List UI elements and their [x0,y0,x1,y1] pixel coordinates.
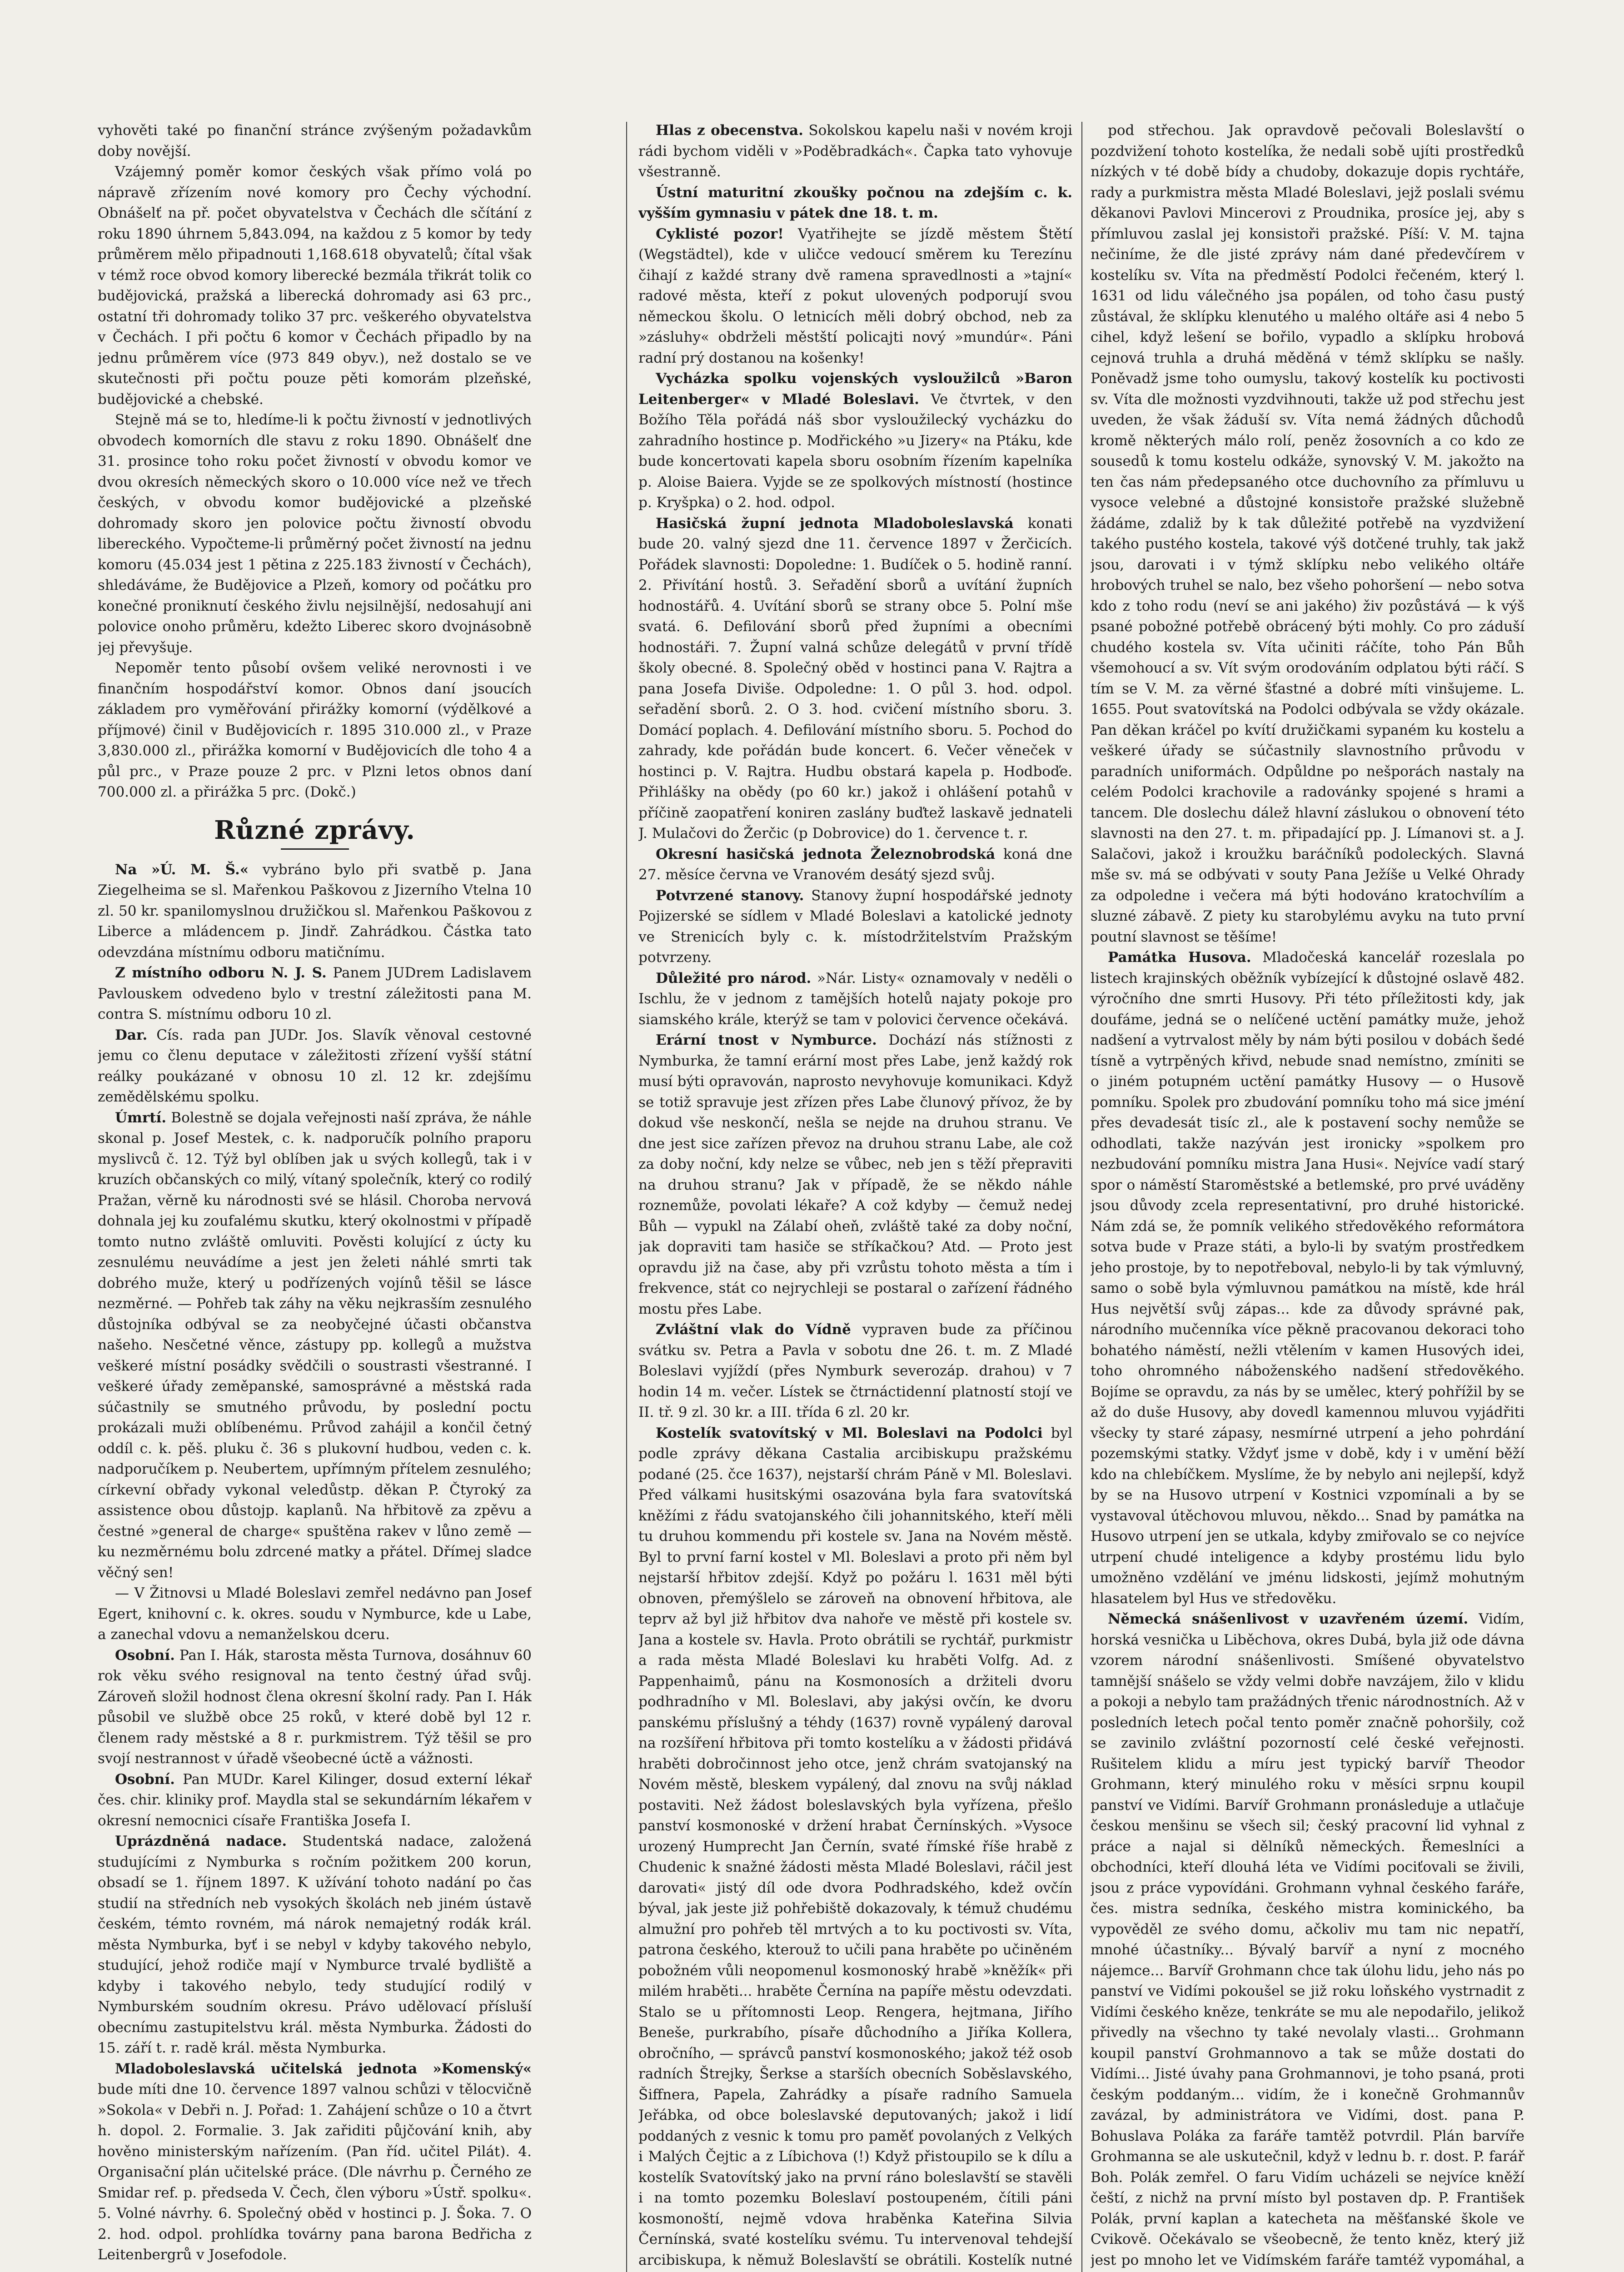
section-title-rule [281,848,349,850]
article-text: Pan MUDr. Karel Kilinger, dosud externí lékař čes. chir. kliniky prof. Maydla stal se sekundárním lékařem v okresní nemocnici císaře Františka Josefa I. [98,1771,532,1829]
article-paragraph [638,369,1072,513]
article-paragraph [98,1108,532,1584]
column-2-body [638,120,1072,2272]
article-paragraph [638,1320,1072,1423]
article-paragraph [1091,120,1524,947]
article-paragraph [638,1423,1072,2272]
article-heading: Ústní maturitní zkoušky počnou na zdejším c. k. vyšším gymnasiu v pátek dne 18. t. m. [638,184,1072,221]
article-heading: Na »Ú. M. Š.« [115,861,249,878]
article-paragraph [98,1831,532,2059]
article-paragraph [638,183,1072,224]
article-heading: Erární tnost v Nymburce. [656,1032,877,1048]
article-text: Stanovy župní hospodářské jednoty Pojizerské se sídlem v Mladé Boleslavi a katolické jednoty ve Strenicích byly c. k. místodržitelstvím Pražským potvrzeny. [638,887,1072,966]
article-text: Vzájemný poměr komor českých však přímo volá po nápravě zřízením nové komory pro Čechy východní. Obnášelť na př. počet obyvatelstva v Čechách dle sčítání z roku 1890 úhrnem 5,843.094, na každou z 5 komor by tedy průměrem mělo připadnouti 1,168.618 obyvatelů; čítal však v témž roce obvod komory liberecké bezmála třikrát tolik co budějovická, pražská a liberecká dohromady asi 63 prc., ostatní tři dohromady toliko 37 prc. veškerého obyvatelstva v Čechách. I při počtu 6 komor v Čechách připadlo by na jednu průměrem více (973 849 obyv.), než dostalo se ve skutečnosti při počtu pouze pěti komorám plzeňské, budějovické a chebské. [98,164,532,408]
section-title: Různé zprávy. [214,815,415,845]
column-divider [1081,122,1082,2272]
article-heading: Zvláštní vlak do Vídně [656,1321,851,1338]
article-text: byl podle zprávy děkana Castalia arcibiskupu pražskému podané (25. čce 1637), nejstarší chrám Páně v Ml. Boleslavi. Před válkami husitskými osazována byla fara svatovítská kněžími z řádu svatojanského čili johannitského, kteří měli tu druhou kommendu při kostele sv. Jana na Novém městě. Byl to první farní kostel v Ml. Boleslavi a proto při něm byl nejstarší hřbitov zdejší. Když po požáru l. 1631 měl býti obnoven, přemýšlelo se zároveň na obnovení hřbitova, ale teprv až byl již hřbitov dva nahoře ve městě při kostele sv. Jana a kostele sv. Havla. Proto obrátili se rychtář, purkmistr a rada města Mladé Boleslavi ku hraběti Volfg. Ad. z Pappenhaimů, pánu na Kosmonosích a držiteli dvoru podhradního v Ml. Boleslavi, aby jakýsi ovčín, ke dvoru panskému příslušný a téhdy (1637) rovně vypálený daroval na rozšíření hřbitova při tomto kostelíku a v žádosti přidává hraběti dobročinnost jeho otce, jenž chrám svatojanský na Novém městě, bleskem vypálený, dal znovu na svůj náklad postaviti. Než žádost boleslavských byla vyřízena, přešlo panství kosmonoské v držení hrabat Černínských. »Vysoce urozený Humprecht Jan Černín, svaté římské říše hrabě z Chudenic k snažné žádosti města Mladé Boleslavi, ráčil jest darovati« jistý díl ode dvora Podhradského, kdež ovčín býval, jak jeste již pohřebiště dokazovaly, k témuž chudému almužní pro pohřeb těl mrtvých a to ku poctivosti sv. Víta, patrona českého, kterouž to učili pana hraběte po učiněném pobožném vůli neopomenul kosmonoský hrabě »kněžík« při milém hraběti... hraběte Černína na papíře městu odevzdati. Stalo se u přítomnosti Leop. Rengera, hejtmana, Jiřího Beneše, purkrabího, písaře důchodního a Jiříka Kollera, obročního, — správců panství kosmonoského; jakož též osob radních Štrejky, Šerkse a starších obecních Soběslavského, Šiffnera, Papela, Zahrádky a písaře radního Samuela Jeřábka, od obce boleslavské deputovaných; jakož i lidí poddaných z vesnic k tomu pro paměť povolaných z Velkých i Malých Čejtic a z Líbichova (!) Když přistoupilo se k dílu a kostelík Svatovítský jako na první ráno boleslavští se stavěli i na tomto pozemku Boleslaví postoupeném, čítili páni kosmonoští, nejmě vdova hraběnka Kateřina Silvia Černínská, svaté kostelíku svému. Tu intervenoval tehdejší arcibiskupa, k němuž Boleslavští se obrátili. Kostelík nutné [638,1425,1072,2268]
article-paragraph [638,513,1072,844]
article-paragraph [98,860,532,963]
article-text: Pan I. Hák, starosta města Turnova, dosáhnuv 60 rok věku svého resignoval na tento čestný úřad svůj. Zároveň složil hodnost člena okresní školní rady. Pan I. Hák působil ve službě obce 25 roků, v které době byl 12 r. členem rady městské a 8 r. purkmistrem. Týž těšil se pro svojí nestrannost v úřadě všeobecné úctě a vážnosti. [98,1647,532,1767]
article-text: Studentská nadace, založená studujícími z Nymburka s ročním požitkem 200 korun, obsadí se 1. říjnem 1897. K užívání tohoto nadání po čas studií na středních neb vysokých školách neb jiném ústavě českém, témto rovném, má nárok nemajetný rodák král. města Nymburka, byť i se nebyl v kdyby takového nebylo, studující, jehož rodiče mají v Nymburce trvalé bydliště a kdyby i takového nebylo, tedy studující rodilý v Nymburském soudním okresu. Právo udělovací přísluší obecnímu zastupitelstvu král. města Nymburka. Žádosti do 15. září t. r. radě král. města Nymburka. [98,1833,532,2056]
article-text: Nepoměr tento působí ovšem veliké nerovnosti i ve finančním hospodářství komor. Obnos daní jsoucích základem pro vyměřování přirážky komorní (výdělkové a příjmové) činil v Budějovicích r. 1895 310.000 zl., v Praze 3,830.000 zl., přirážka komorní v Budějovicích dle toho 4 a půl prc., v Praze pouze 2 prc. v Plzni letos obnos daní 700.000 zl. a přirážka 5 prc. (Dokč.) [98,660,532,800]
article-heading: Hasičská župní jednota Mladoboleslavská [656,515,1014,532]
article-text: bude míti dne 10. července 1897 valnou schůzi v tělocvičně »Sokola« v Debři n. J. Pořad: 1. Zahájení schůze o 10 a čtvrt h. dopol. 2. Formalie. 3. Jak zařiditi půjčování knih, aby hověno ministerským nařízením. (Pan říd. učitel Pilát). 4. Organisační plán učitelské práce. (Dle návrhu p. Černého ze Smidar ref. p. předseda V. Čech, člen výboru »Ústř. spolku«. 5. Volné návrhy. 6. Společný oběd v hostinci p. J. Šoka. 7. O 2. hod. odpol. prohlídka továrny pana barona Bedřicha z Leitenbergrů v Josefodole. [98,2081,532,2263]
article-text: Sokolskou kapelu naši v novém kroji rádi bychom viděli v »Poděbradkách«. Čapka tato vyhovuje všestranně. [638,122,1072,180]
article-heading: Německá snášenlivost v uzavřeném území. [1108,1611,1469,1627]
article-paragraph [638,968,1072,1031]
article-text: Cís. rada pan JUDr. Jos. Slavík věnoval cestovné jemu co členu deputace v záležitosti zřízení vyšší státní reálky poukázané v obnosu 10 zl. 12 kr. zdejšímu zemědělskému spolku. [98,1026,532,1105]
article-paragraph [638,1030,1072,1320]
article-heading: Kostelík svatovítský v Ml. Boleslavi na Podolci [656,1425,1043,1441]
article-text: vypraven bude za příčinou svátku sv. Petra a Pavla v sobotu dne 26. t. m. Z Mladé Boleslavi vyjíždí (přes Nymburk severozáp. drahou) v 7 hodin 14 m. večer. Lístek se čtrnáctidenní platností stojí ve II. tř. 9 zl. 30 kr. a III. třída 6 zl. 20 kr. [638,1321,1072,1420]
article-heading: Památka Husova. [1108,949,1251,966]
article-text: Stejně má se to, hledíme-li k počtu živností v jednotlivých obvodech komorních dle stavu z roku 1890. Obnášelť dne 31. prosince toho roku počet živností v obvodu komor ve dvou okresích německých skoro o 10.000 více než ve třech českých, v obvodu komor budějovické a plzeňské dohromady skoro jen polovice počtu živností obvodu libereckého. Vypočteme-li průměrný počet živností na jednu komoru (45.034 jest 1 pětina z 225.183 živností v Čechách), shledáváme, že Budějovice a Plzeň, komory od počátku pro konečné proniknutí českého živlu nejsilnější, nedosahují ani polovice onoho průměru, kdežto Liberec skoro dvojnásobně jej převyšuje. [98,412,532,656]
article-heading: Uprázdněná nadace. [115,1833,287,1849]
article-text: Panem JUDrem Ladislavem Pavlouskem odvedeno bylo v trestní záležitosti pana M. contra S. místnímu odboru 10 zl. [98,965,532,1022]
article-text: Ve čtvrtek, v den Božího Těla pořádá náš sbor vysloužilecký vycházku do zahradního hostince p. Modřického »u Jizery« na Ptáku, kde bude koncertovati kapela sboru osobním řízením kapelníka p. Aloise Baiera. Vyjde se ze spolkových místností (hostince p. Kryšpka) o 2. hod. odpol. [638,391,1072,511]
column-1-intro [98,120,532,803]
article-paragraph [98,1769,532,1832]
article-heading: Hlas z obecenstva. [656,122,803,139]
article-text: koná dne 27. měsíce června ve Vranovém desátý sjezd svůj. [638,846,1072,883]
column-1 [98,120,532,2272]
article-heading: Z místního odboru N. J. S. [115,965,327,981]
column-3-body [1091,120,1524,2272]
article-text: vyhověti také po finanční stránce zvýšeným požadavkům doby novější. [98,122,532,159]
article-paragraph [1091,947,1524,1609]
article-text: Dochází nás stížnosti z Nymburka, že tamní erární most přes Labe, jenž každý rok musí býti opravován, naprosto nevyhovuje komunikaci. Když se totiž spravuje jest zřízen přes Labe člunový přívoz, že by dokud vše neskončí, nešla se nejde na druhou stranu. Ve dne jest sice zařízen převoz na druhou stranu Labe, ale což za doby noční, kdy nelze se vůbec, neb jen s těží přepraviti na druhou stranu? Jak v případě, že se někdo náhle roznemůže, povolati lékaře? A což kdyby — čemuž nedej Bůh — vypukl na Zálabí oheň, zvláště také za doby noční, jak dopraviti tam hasiče se stříkačkou? Atd. — Proto jest opravdu již na čase, aby při vzrůstu tohoto města a tím i frekvence, stát co nejrychleji se postaral o zařízení řádného mostu přes Labe. [638,1032,1072,1317]
article-paragraph [98,162,532,410]
article-paragraph [98,120,532,162]
article-paragraph [98,1583,532,1645]
article-heading: Osobní. [115,1771,175,1788]
article-paragraph [98,1645,532,1769]
article-text: Bolestně se dojala veřejnosti naší zpráva, že náhle skonal p. Josef Mestek, c. k. nadporučík polního praporu myslivců č. 12. Týž byl oblíben jak u svých kollegů, tak i v kruzích občanských co milý, vítaný společník, který co rodilý Pražan, věrně ku národnosti své se hlásil. Choroba nervová dohnala jej ku zoufalému skutku, který okolnostmi v případě tomto nutno zvláště omluviti. Pověsti kolující z úcty ku zesnulému neuvádíme a jest jen želeti náhlé smrti tak dobrého muže, který u podřízených vojínů těšil se lásce nezměrné. — Pohřeb tak záhy na věku nejkrasším zesnulého důstojníka odbýval se za neobyčejné účasti občanstva našeho. Nesčetné věnce, zástupy pp. kollegů a mužstva veškeré místní posádky svědčili o soustrasti všestranné. I veškeré úřady zeměpanské, samosprávné a městská rada súčastnily se smutného průvodu, by poslední poctu prokázali muži oblíbenému. Průvod zahájil a končil četný oddíl c. k. pěš. pluku č. 36 s plukovní hudbou, veden c. k. nadporučíkem p. Neubertem, upřímným přítelem zesnulého; církevní obřady vykonal veledůstp. děkan P. Čtyroký za assistence obou důstojp. kaplanů. Na hřbitově za zpěvu a čestné »general de charge« spuštěna rakev v lůno země — ku nezměrnému bolu zdrcené matky a přátel. Dřímej sladce věčný sen! [98,1109,532,1581]
article-text: vybráno bylo při svatbě p. Jana Ziegelheima se sl. Mařenkou Paškovou z Jizerního Vtelna 10 zl. 50 kr. spanilomyslnou družičkou sl. Mařenkou Paškovou z Liberce a mládencem p. Jindř. Zahrádkou. Částka tato odevzdána místnímu odboru matičnímu. [98,861,532,961]
article-heading: Okresní hasičská jednota Železnobrodská [656,846,996,862]
article-heading: Vycházka spolku vojenských vysloužilců »Baron Leitenberger« v Mladé Boleslavi. [638,370,1072,408]
article-text: Vidím, horská vesnička u Liběchova, okres Dubá, byla již ode dávna vzorem národní snášenlivosti. Smíšené obyvatelstvo tamnější snášelo se vždy velmi dobře navzájem, žilo v klidu a pokoji a nebylo tam pražádných třenic národnostních. Až v posledních letech počal tento poměr značně pohoršily, což se zavinilo zvláštní pozorností celé české veřejnosti. Rušitelem klidu a míru jest typický barvíř Theodor Grohmann, který minulého roku v měsíci srpnu koupil panství ve Vidími. Barvíř Grohmann pronásleduje a utlačuje českou menšinu se všech sil; český pracovní lid vyhnal z práce a najal si dělníků německých. Řemeslníci a obchodníci, kteří dlouhá léta ve Vidími pociťovali se živili, jsou z práce vypovídáni. Grohmann vyhnal českého faráře, čes. mistra sedníka, českého mistra kominického, ba vypověděl ze svého domu, ačkoliv mu tam nic nepatří, mnohé účastníky... Bývalý barvíř a nyní z mocného nájemce... Barvíř Grohmann chce tak úlohu lidu, jeho nás po panství ve Vidími pokoušel se již roku loňského vystrnadit z Vidími českého kněze, tenkráte se mu ale nepodařilo, jelikož přivedly na všechno ty také nevolaly vlasti... Grohmann koupil panství Grohmannovo a tak se může dostati do Vidími... Jisté úvahy pana Grohmannovi, je toho psaná, proti českým poddaným... vidím, že i konečně Grohmannův zavázal, by administrátora ve Vidími, dost. pana P. Bohuslava Poláka za faráře tamtěž potvrdil. Plán barvíře Grohmanna se ale uskutečnil, když v lednu b. r. dost. P. farář Boh. Polák zemřel. O faru Vidím ucházeli se nejvíce kněží čeští, z nichž na první místo byl postaven dp. P. František Polák, první kaplan a katecheta na měšťanské škole ve Cvikově. Očekávalo se všeobecně, že tento kněz, který již jest po mnoho let ve Vidímském faráře tamtéž vypomáhal, a [1091,1611,1524,2268]
article-text: Vyatřihejte se jízdě městem Štětí (Wegstädtel), kde v uličce vedoucí směrem ku Terezínu čihají z každé strany dvě ramena spravedlnosti a »tajní« radové města, kteří z pokut ulovených podporují svou německou školu. O letnicích měli dobrý obchod, neb za »zásluhy« obdrželi městští policajti nový »mundúr«. Páni radní prý dostanou na košenky! [638,225,1072,366]
column-3 [1091,120,1524,2272]
article-heading: Dar. [115,1026,148,1043]
article-paragraph [638,120,1072,183]
article-heading: Osobní. [115,1647,175,1664]
article-text: — V Žitnovsi u Mladé Boleslavi zemřel nedávno pan Josef Egert, knihovní c. k. okres. soudu v Nymburce, kde u Labe, a zanechal vdovu a nemanželskou dceru. [98,1585,532,1643]
article-paragraph [1091,1609,1524,2272]
article-paragraph [98,658,532,803]
article-paragraph [638,844,1072,886]
article-paragraph [638,886,1072,968]
article-heading: Mladoboleslavská učitelská jednota »Komenský« [115,2060,532,2077]
article-heading: Potvrzené stanovy. [656,887,804,904]
article-text: pod střechou. Jak opravdově pečovali Boleslavští o pozdvižení tohoto kostelíka, že nedali sobě ujíti prostředků nízkých v té době bídy a chudoby, dokazuje dopis rychtáře, rady a purkmistra města Mladé Boleslavi, jejž poslali svému děkanovi Pavlovi Mincerovi z Proudnika, prosíce jej, aby s přímluvou zaslal jej konsistoři pražské. Píší: V. M. tajna nečiníme, že dle jisté zprávy nám dané předevčírem v kostelíku sv. Víta na předměstí Podolci řečeném, který l. 1631 od lidu válečného jsa popálen, od toho času pustý zůstával, že sklípku klenutého u malého oltáře asi 4 nebo 5 cihel, když lešení se bořilo, vypadlo a sklípku hrobová cejnová truhla a druhá měděná v témž sklípku se našly. Poněvadž jsme toho oumyslu, takový kostelík ku poctivosti sv. Víta dle možnosti vyzdvihnouti, takže už pod střechu jest uveden, že však žáduší sv. Víta nemá žádných důchodů kromě některých málo rolí, peněz žosovních a co kdo ze sousedů k tomu kostelu odkáže, synovský V. M. jakožto na ten čas nám předepsaného otce duchovního za přímluvu u vysoce velebné a důstojné konsistoře pražské služebně žádáme, zdaliž by k tak důležité potřebě na vyzdvižení takého pustého kostela, takové výš dotčené truhly, tak jakž jsou, darovati i v týmž sklípku nebo velikého oltáře hrobových truhel se nalo, bez všeho pohoršení — nebo sotva kdo z toho rodu (neví se ani jakého) živ pozůstává — k výš psané pobožné potřebě obrácený býti mohly. Co pro záduší chudého kostela sv. Víta učiniti ráčíte, toho Pán Bůh všemohoucí a sv. Vít svým orodováním odplatou býti ráčí. S tím se V. M. za věrné šťastné a dobré míti vinšujeme. L. 1655. Pout svatovítská na Podolci odbývala se vždy okázale. Pan děkan kráčel po kvítí družičkami sypaném ku kostelu a veškeré úřady se súčastnily slavnostního průvodu v paradních uniformách. Odpůldne po nešporách nastaly na celém Podolci krachovile a radovánky spojené s hrami a tancem. Dle doslechu dálež hlavní záslukou o obnovení této slavnosti na den 27. t. m. připadající pp. J. Límanovi st. a J. Salačovi, jakož i kroužku baráčníků podoleckých. Slavná mše sv. má se odbývati v souty Pana Ježíše u Velké Ohrady za odpoledne i večera má býti hodováno kratochvílím a sluzné zábavě. Z piety ku starobylému avyku na tuto první poutní slavnost se těšíme! [1091,122,1524,945]
article-heading: Důležité pro národ. [656,970,812,987]
article-text: Mladočeská kancelář rozeslala po listech krajinských oběžník vybízející k důstojné oslavě 482. výročního dne smrti Husovy. Při této příležitosti kdy, jak doufáme, jedná se o nelíčené uctění památky muže, jehož nadšení a vytrvalost měly by nám býti posilou v dobách šedé tísně a vytrpěných křivd, nebude snad nemístno, zmíniti se o jiném potupném uctění památky Husovy — o Husově pomníku. Spolek pro zbudování pomníku toho má sice jméní přes devadesát tisíc zl., ale k postavení sochy nemůže se odhodlati, takže nazýván jest ironicky »spolkem pro nezbudování pomníku mistra Jana Husi«. Nejvíce vadí starý spor o náměstí Staroměstské a betlemské, pro prvé uváděny jsou důvody zcela representativní, pro druhé historické. Nám zdá se, že pomník velikého středověkého reformátora sotva bude v Praze státi, a bylo-li by svatým prostředkem jeho prostoje, by to nepotřeboval, nebylo-li by tak výmluvný, samo o sobě byla výmluvnou památkou na místě, kde hrál Hus největší svůj zápas... kde za důvody správné pak, národního mučenníka více pěkně pracovanou dekoraci toho bohatého náměstí, nežli vtělením v kamen Husových idei, toho ohromného náboženského nadšení středověkého. Bojíme se opravdu, za nás by se umělec, který pohřížil by se až do duše Husovy, aby dovedl kamennou mluvou vyjádřiti všecky ty staré zápasy, nesmírné utrpení a jeho pohrdání pozemskými statky. Vždyť jsme v době, kdy i v umění běží kdo na chlebíčkem. Myslíme, že by nebylo ani nejlepší, když by se na Husovo utrpení v Kostnici vzpomínali a by se vystavoval útěchovou mluvou, někdo... Snad by památka na Husovo utrpení jen se utkala, kdyby zmiřovalo se co nejvíce utrpení chudé inteligence a kdyby prostému lidu bylo umožněno vzdělání ve jménu lidskosti, jejímž mohutným hlasatelem byl Hus ve středověku. [1091,949,1524,1607]
article-heading: Cyklisté pozor! [656,225,784,242]
article-paragraph [98,963,532,1025]
article-paragraph [98,1025,532,1108]
column-divider [626,122,627,2272]
column-2 [638,120,1072,2272]
article-text: konati bude 20. valný sjezd dne 11. července 1897 v Žerčicích. Pořádek slavnosti: Dopoledne: 1. Budíček o 5. hodině ranní. 2. Přivítání hostů. 3. Seřadění sborů a uvítání župních hodnostářů. 4. Uvítání sborů se strany obce 5. Polní mše svatá. 6. Defilování sborů před župními a obecními hodnostáři. 7. Župní valná schůze delegátů v první třídě školy obecné. 8. Společný oběd v hostinci pana V. Rajtra a pana Josefa Diviše. Odpoledne: 1. O půl 3. hod. odpol. seřadění sborů. 2. O 3. hod. cvičení místního sboru. 3. Domácí poplach. 4. Defilování místního sboru. 5. Pochod do zahrady, kde pořádán bude koncert. 6. Večer věneček v hostinci p. V. Rajtra. Hudbu obstará kapela p. Hodboďe. Přihlášky na obědy (po 60 kr.) jakož i ohlášení potahů v příčině zaopatření koniren zaslány buďtež laskavě jednateli J. Mulačovi do Žerčic (p Dobrovice) do 1. července t. r. [638,515,1072,842]
article-paragraph [98,2059,532,2266]
article-text: »Nár. Listy« oznamovaly v neděli o Ischlu, že v jednom z tamějších hotelů najaty pokoje pro siamského krále, kterýž se tam v polovici července očekává. [638,970,1072,1028]
article-paragraph [98,410,532,658]
column-1-news [98,860,532,2266]
article-paragraph [638,224,1072,369]
article-heading: Úmrtí. [115,1109,167,1126]
